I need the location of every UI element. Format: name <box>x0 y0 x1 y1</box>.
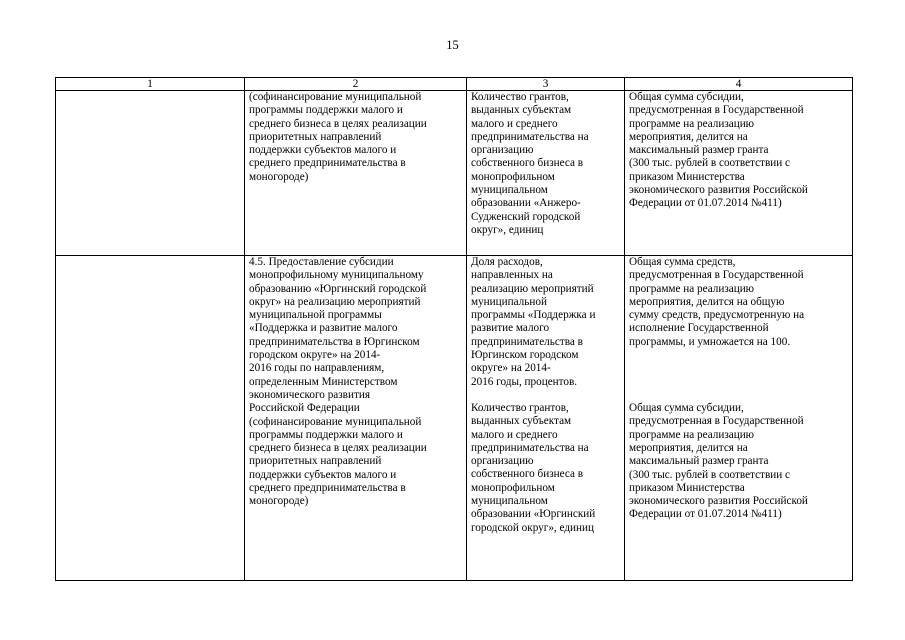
calculation-method: Общая сумма субсидии, предусмотренная в Государственной программе на реализацию мероприятия, делится на максимальный размер гранта (300 тыс. рублей в соответствии с приказом Министерства экономического развития Российской Федерации от 01.07.2014 №411) <box>629 91 808 210</box>
event-description: 4.5. Предоставление субсидии монопрофильному муниципальному образованию «Юргинский городской округ» на реализацию мероприятий муниципальной программы «Поддержка и развитие малого предпринимательства в Юргинском городском округе» на 2014- 2016 годы по направлениям, определенным Министерством экономического развития Российской Федерации (софинансирование муниципальной программы поддержки малого и среднего бизнеса в целях реализации приоритетных направлений поддержки субъектов малого и среднего предпринимательства в моногороде) <box>249 256 427 508</box>
column-number-2: 2 <box>245 78 467 91</box>
page-number: 15 <box>446 38 459 52</box>
cell-col1 <box>56 256 245 581</box>
indicator-name: Количество грантов, выданных субъектам малого и среднего предпринимательства на организацию собственного бизнеса в монопрофильном муниципальном образовании «Юргинский городской округ», единиц <box>471 401 596 534</box>
table-row <box>56 256 853 581</box>
cell-col2 <box>245 91 467 256</box>
column-number-3: 3 <box>467 78 625 91</box>
column-number-1: 1 <box>56 78 245 91</box>
cell-col3 <box>467 91 625 256</box>
calculation-method: Общая сумма средств, предусмотренная в Государственной программе на реализацию мероприятия, делится на общую сумму средств, предусмотренную на исполнение Государственной программы, и умножается на 100. <box>629 256 805 348</box>
cell-col4 <box>625 256 853 581</box>
column-number-4: 4 <box>625 78 853 91</box>
table-row <box>56 91 853 256</box>
cell-col3 <box>467 256 625 581</box>
event-description: (софинансирование муниципальной программы поддержки малого и среднего бизнеса в целях реализации приоритетных направлений поддержки субъектов малого и среднего предпринимательства в моногороде) <box>249 91 427 183</box>
indicators-table <box>55 77 853 581</box>
indicator-name: Количество грантов, выданных субъектам малого и среднего предпринимательства на организацию собственного бизнеса в монопрофильном муниципальном образовании «Анжеро- Судженский городской округ», единиц <box>471 91 589 236</box>
cell-col1 <box>56 91 245 256</box>
cell-col4 <box>625 91 853 256</box>
calculation-method: Общая сумма субсидии, предусмотренная в Государственной программе на реализацию мероприятия, делится на максимальный размер гранта (300 тыс. рублей в соответствии с приказом Министерства экономического развития Российской Федерации от 01.07.2014 №411) <box>629 402 808 521</box>
table-header-row <box>56 78 853 91</box>
indicator-name: Доля расходов, направленных на реализацию мероприятий муниципальной программы «Поддержка и развитие малого предпринимательства в Юргинском городском округе» на 2014- 2016 годы, процентов. <box>471 256 596 388</box>
cell-col2 <box>245 256 467 581</box>
